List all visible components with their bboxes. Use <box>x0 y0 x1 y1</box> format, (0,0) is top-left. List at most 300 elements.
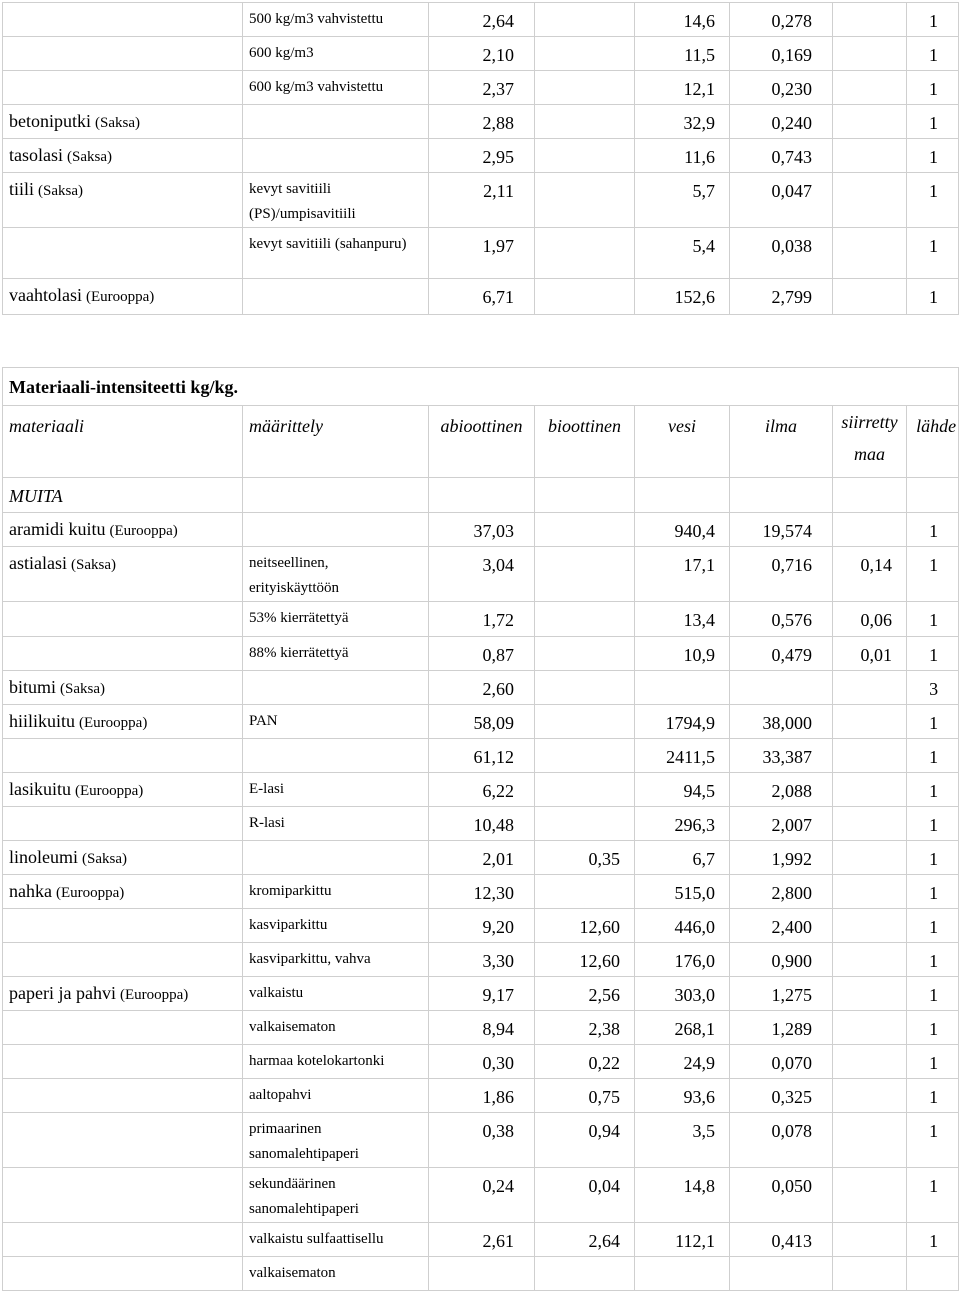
water-cell: 17,1 <box>635 547 730 602</box>
table-row <box>3 943 959 977</box>
air-cell: 0,070 <box>730 1045 833 1079</box>
biotic-cell <box>535 228 635 279</box>
air-cell: 0,479 <box>730 637 833 671</box>
header-row <box>3 406 959 478</box>
abiotic-cell: 10,48 <box>429 807 535 841</box>
material-origin: (Eurooppa) <box>75 783 144 799</box>
material-table-continuation <box>2 2 959 315</box>
material-name: betoniputki <box>9 111 91 131</box>
material-name: astialasi <box>9 553 67 573</box>
soil-cell <box>833 173 907 228</box>
source-cell: 1 <box>907 943 959 977</box>
material-cell <box>3 943 243 977</box>
material-cell <box>3 977 243 1011</box>
abiotic-cell: 9,17 <box>429 977 535 1011</box>
air-cell: 0,716 <box>730 547 833 602</box>
soil-cell: 0,01 <box>833 637 907 671</box>
header-soil-line2: maa <box>854 444 885 464</box>
definition-cell <box>243 139 429 173</box>
material-cell <box>3 513 243 547</box>
definition-cell: kasviparkittu, vahva <box>243 943 429 977</box>
table-row <box>3 1045 959 1079</box>
biotic-cell <box>535 1257 635 1291</box>
material-name: nahka <box>9 881 52 901</box>
material-origin: (Eurooppa) <box>109 523 178 539</box>
source-cell: 1 <box>907 807 959 841</box>
abiotic-cell: 2,95 <box>429 139 535 173</box>
definition-cell: valkaistu <box>243 977 429 1011</box>
material-origin: (Saksa) <box>70 557 116 573</box>
water-cell: 14,6 <box>635 3 730 37</box>
abiotic-cell: 0,38 <box>429 1113 535 1168</box>
water-cell: 11,6 <box>635 139 730 173</box>
source-cell <box>907 1257 959 1291</box>
soil-cell <box>833 1168 907 1223</box>
definition-cell <box>243 279 429 315</box>
abiotic-cell: 61,12 <box>429 739 535 773</box>
source-cell: 1 <box>907 1113 959 1168</box>
source-cell: 1 <box>907 705 959 739</box>
table-row <box>3 279 959 315</box>
abiotic-cell: 2,64 <box>429 3 535 37</box>
abiotic-cell: 6,71 <box>429 279 535 315</box>
air-cell: 2,400 <box>730 909 833 943</box>
biotic-cell <box>535 71 635 105</box>
air-cell: 2,800 <box>730 875 833 909</box>
table-row <box>3 547 959 602</box>
table-row <box>3 705 959 739</box>
water-cell: 2411,5 <box>635 739 730 773</box>
material-cell <box>3 773 243 807</box>
material-origin: (Saksa) <box>67 149 112 165</box>
abiotic-cell: 2,61 <box>429 1223 535 1257</box>
definition-cell: valkaistu sulfaattisellu <box>243 1223 429 1257</box>
water-cell: 176,0 <box>635 943 730 977</box>
water-cell: 152,6 <box>635 279 730 315</box>
material-cell <box>3 1011 243 1045</box>
soil-cell <box>833 105 907 139</box>
abiotic-cell: 37,03 <box>429 513 535 547</box>
material-name: aramidi kuitu <box>9 519 106 539</box>
biotic-cell <box>535 739 635 773</box>
biotic-cell: 12,60 <box>535 943 635 977</box>
material-cell <box>3 228 243 279</box>
header-soil <box>833 406 907 478</box>
air-cell: 0,325 <box>730 1079 833 1113</box>
water-cell: 6,7 <box>635 841 730 875</box>
definition-cell: primaarinen sanomalehtipaperi <box>243 1113 429 1168</box>
source-cell: 1 <box>907 71 959 105</box>
abiotic-cell: 2,10 <box>429 37 535 71</box>
table-row <box>3 739 959 773</box>
soil-cell <box>833 807 907 841</box>
material-cell <box>3 105 243 139</box>
material-cell <box>3 1223 243 1257</box>
material-name: lasikuitu <box>9 779 71 799</box>
definition-cell: kasviparkittu <box>243 909 429 943</box>
material-origin: (Saksa) <box>95 115 140 131</box>
biotic-cell: 0,04 <box>535 1168 635 1223</box>
source-cell: 1 <box>907 513 959 547</box>
table-row <box>3 1257 959 1291</box>
source-cell: 3 <box>907 671 959 705</box>
biotic-cell <box>535 173 635 228</box>
source-cell: 1 <box>907 739 959 773</box>
water-cell <box>635 1257 730 1291</box>
material-origin: (Eurooppa) <box>55 885 125 901</box>
abiotic-cell: 2,60 <box>429 671 535 705</box>
material-cell <box>3 1257 243 1291</box>
biotic-cell <box>535 3 635 37</box>
table-row <box>3 1223 959 1257</box>
water-cell: 296,3 <box>635 807 730 841</box>
air-cell: 0,169 <box>730 37 833 71</box>
definition-cell: 500 kg/m3 vahvistettu <box>243 3 429 37</box>
air-cell: 0,413 <box>730 1223 833 1257</box>
biotic-cell <box>535 807 635 841</box>
material-cell <box>3 671 243 705</box>
abiotic-cell: 2,88 <box>429 105 535 139</box>
soil-cell: 0,14 <box>833 547 907 602</box>
definition-cell: kevyt savitiili (sahanpuru) <box>243 228 429 279</box>
biotic-cell: 0,35 <box>535 841 635 875</box>
source-cell: 1 <box>907 139 959 173</box>
biotic-cell <box>535 513 635 547</box>
soil-cell <box>833 909 907 943</box>
soil-cell <box>833 228 907 279</box>
air-cell: 2,088 <box>730 773 833 807</box>
table-row <box>3 1011 959 1045</box>
air-cell: 0,047 <box>730 173 833 228</box>
water-cell: 268,1 <box>635 1011 730 1045</box>
definition-cell <box>243 513 429 547</box>
table-title: Materiaali-intensiteetti kg/kg. <box>3 368 959 406</box>
source-cell: 1 <box>907 1011 959 1045</box>
header-air: ilma <box>730 406 833 478</box>
water-cell <box>635 671 730 705</box>
water-cell: 24,9 <box>635 1045 730 1079</box>
biotic-cell: 2,56 <box>535 977 635 1011</box>
material-cell <box>3 1045 243 1079</box>
material-cell <box>3 807 243 841</box>
soil-cell <box>833 37 907 71</box>
definition-cell: E-lasi <box>243 773 429 807</box>
table-row <box>3 875 959 909</box>
soil-cell <box>833 279 907 315</box>
air-cell: 0,230 <box>730 71 833 105</box>
source-cell: 1 <box>907 909 959 943</box>
source-cell: 1 <box>907 875 959 909</box>
definition-cell: 600 kg/m3 vahvistettu <box>243 71 429 105</box>
material-cell <box>3 139 243 173</box>
header-abiotic: abioottinen <box>429 406 535 478</box>
soil-cell <box>833 3 907 37</box>
source-cell: 1 <box>907 977 959 1011</box>
material-cell <box>3 909 243 943</box>
water-cell: 1794,9 <box>635 705 730 739</box>
header-material: materiaali <box>3 406 243 478</box>
air-cell: 19,574 <box>730 513 833 547</box>
soil-cell <box>833 739 907 773</box>
air-cell: 0,050 <box>730 1168 833 1223</box>
source-cell: 1 <box>907 1168 959 1223</box>
source-cell: 1 <box>907 637 959 671</box>
biotic-cell: 2,38 <box>535 1011 635 1045</box>
soil-cell <box>833 943 907 977</box>
water-cell: 112,1 <box>635 1223 730 1257</box>
air-cell: 38,000 <box>730 705 833 739</box>
material-name: vaahtolasi <box>9 285 82 305</box>
biotic-cell: 2,64 <box>535 1223 635 1257</box>
biotic-cell <box>535 637 635 671</box>
soil-cell <box>833 1045 907 1079</box>
material-name: paperi ja pahvi <box>9 983 116 1003</box>
material-cell <box>3 279 243 315</box>
soil-cell <box>833 705 907 739</box>
biotic-cell: 0,75 <box>535 1079 635 1113</box>
soil-cell <box>833 1113 907 1168</box>
material-cell <box>3 71 243 105</box>
material-cell <box>3 1168 243 1223</box>
material-cell <box>3 705 243 739</box>
table-row <box>3 1168 959 1223</box>
abiotic-cell: 6,22 <box>429 773 535 807</box>
table-row <box>3 841 959 875</box>
air-cell: 0,278 <box>730 3 833 37</box>
biotic-cell <box>535 773 635 807</box>
source-cell: 1 <box>907 279 959 315</box>
definition-cell: valkaisematon <box>243 1257 429 1291</box>
soil-cell <box>833 1011 907 1045</box>
abiotic-cell: 2,37 <box>429 71 535 105</box>
material-origin: (Saksa) <box>82 851 127 867</box>
material-cell <box>3 547 243 602</box>
material-cell <box>3 1079 243 1113</box>
air-cell <box>730 1257 833 1291</box>
biotic-cell <box>535 279 635 315</box>
abiotic-cell: 0,87 <box>429 637 535 671</box>
table-row <box>3 1113 959 1168</box>
section-label: MUITA <box>3 478 243 513</box>
header-soil-line1: siirretty <box>841 412 898 432</box>
soil-cell <box>833 71 907 105</box>
table-row <box>3 977 959 1011</box>
water-cell: 94,5 <box>635 773 730 807</box>
material-cell <box>3 875 243 909</box>
source-cell: 1 <box>907 228 959 279</box>
air-cell: 2,007 <box>730 807 833 841</box>
definition-cell: sekundäärinen sanomalehtipaperi <box>243 1168 429 1223</box>
biotic-cell: 0,22 <box>535 1045 635 1079</box>
biotic-cell <box>535 705 635 739</box>
air-cell: 33,387 <box>730 739 833 773</box>
biotic-cell <box>535 105 635 139</box>
water-cell: 515,0 <box>635 875 730 909</box>
soil-cell <box>833 1079 907 1113</box>
material-origin: (Eurooppa) <box>79 715 148 731</box>
header-water: vesi <box>635 406 730 478</box>
material-name: hiilikuitu <box>9 711 76 731</box>
table-row <box>3 173 959 228</box>
air-cell: 0,576 <box>730 602 833 637</box>
definition-cell <box>243 739 429 773</box>
material-intensity-table <box>2 367 959 1291</box>
soil-cell: 0,06 <box>833 602 907 637</box>
biotic-cell <box>535 875 635 909</box>
material-name: tasolasi <box>9 145 63 165</box>
table-row <box>3 1079 959 1113</box>
abiotic-cell: 2,11 <box>429 173 535 228</box>
material-cell <box>3 3 243 37</box>
table-row <box>3 105 959 139</box>
material-cell <box>3 1113 243 1168</box>
biotic-cell <box>535 139 635 173</box>
air-cell: 0,038 <box>730 228 833 279</box>
definition-cell: kromiparkittu <box>243 875 429 909</box>
material-name: tiili <box>9 179 35 199</box>
material-cell <box>3 841 243 875</box>
definition-cell: 53% kierrätettyä <box>243 602 429 637</box>
material-name: bitumi <box>9 677 57 697</box>
biotic-cell: 0,94 <box>535 1113 635 1168</box>
table-row <box>3 671 959 705</box>
material-cell <box>3 637 243 671</box>
material-cell <box>3 602 243 637</box>
source-cell: 1 <box>907 3 959 37</box>
water-cell: 446,0 <box>635 909 730 943</box>
air-cell: 0,240 <box>730 105 833 139</box>
table-row <box>3 807 959 841</box>
air-cell: 1,275 <box>730 977 833 1011</box>
air-cell: 0,078 <box>730 1113 833 1168</box>
table-row <box>3 602 959 637</box>
header-definition: määrittely <box>243 406 429 478</box>
soil-cell <box>833 1223 907 1257</box>
definition-cell: kevyt savitiili (PS)/umpisavitiili <box>243 173 429 228</box>
abiotic-cell: 1,97 <box>429 228 535 279</box>
source-cell: 1 <box>907 173 959 228</box>
abiotic-cell: 3,04 <box>429 547 535 602</box>
definition-cell: 600 kg/m3 <box>243 37 429 71</box>
table-row <box>3 37 959 71</box>
source-cell: 1 <box>907 1223 959 1257</box>
material-origin: (Eurooppa) <box>85 289 155 305</box>
soil-cell <box>833 139 907 173</box>
air-cell: 1,289 <box>730 1011 833 1045</box>
source-cell: 1 <box>907 602 959 637</box>
material-origin: (Eurooppa) <box>119 987 189 1003</box>
source-cell: 1 <box>907 547 959 602</box>
material-cell <box>3 173 243 228</box>
soil-cell <box>833 1257 907 1291</box>
definition-cell: neitseellinen, erityiskäyttöön <box>243 547 429 602</box>
air-cell <box>730 671 833 705</box>
abiotic-cell: 0,24 <box>429 1168 535 1223</box>
soil-cell <box>833 875 907 909</box>
air-cell: 0,743 <box>730 139 833 173</box>
header-source: lähde <box>907 406 959 478</box>
table-row <box>3 909 959 943</box>
abiotic-cell: 3,30 <box>429 943 535 977</box>
table-row <box>3 139 959 173</box>
abiotic-cell: 1,72 <box>429 602 535 637</box>
water-cell: 5,7 <box>635 173 730 228</box>
soil-cell <box>833 671 907 705</box>
material-origin: (Saksa) <box>60 681 106 697</box>
material-origin: (Saksa) <box>38 183 84 199</box>
biotic-cell <box>535 671 635 705</box>
source-cell: 1 <box>907 37 959 71</box>
soil-cell <box>833 513 907 547</box>
source-cell: 1 <box>907 105 959 139</box>
table-row <box>3 513 959 547</box>
biotic-cell: 12,60 <box>535 909 635 943</box>
biotic-cell <box>535 547 635 602</box>
water-cell: 5,4 <box>635 228 730 279</box>
air-cell: 2,799 <box>730 279 833 315</box>
table-row <box>3 773 959 807</box>
definition-cell: aaltopahvi <box>243 1079 429 1113</box>
material-name: linoleumi <box>9 847 78 867</box>
air-cell: 1,992 <box>730 841 833 875</box>
definition-cell <box>243 841 429 875</box>
definition-cell: harmaa kotelokartonki <box>243 1045 429 1079</box>
water-cell: 13,4 <box>635 602 730 637</box>
biotic-cell <box>535 37 635 71</box>
definition-cell: R-lasi <box>243 807 429 841</box>
water-cell: 303,0 <box>635 977 730 1011</box>
water-cell: 3,5 <box>635 1113 730 1168</box>
abiotic-cell: 58,09 <box>429 705 535 739</box>
abiotic-cell: 9,20 <box>429 909 535 943</box>
table-row <box>3 637 959 671</box>
source-cell: 1 <box>907 773 959 807</box>
water-cell: 10,9 <box>635 637 730 671</box>
table-row <box>3 3 959 37</box>
soil-cell <box>833 773 907 807</box>
soil-cell <box>833 977 907 1011</box>
source-cell: 1 <box>907 841 959 875</box>
water-cell: 940,4 <box>635 513 730 547</box>
abiotic-cell: 1,86 <box>429 1079 535 1113</box>
air-cell: 0,900 <box>730 943 833 977</box>
soil-cell <box>833 841 907 875</box>
header-biotic: bioottinen <box>535 406 635 478</box>
material-cell <box>3 739 243 773</box>
water-cell: 11,5 <box>635 37 730 71</box>
abiotic-cell <box>429 1257 535 1291</box>
abiotic-cell: 8,94 <box>429 1011 535 1045</box>
material-cell <box>3 37 243 71</box>
water-cell: 12,1 <box>635 71 730 105</box>
source-cell: 1 <box>907 1079 959 1113</box>
water-cell: 32,9 <box>635 105 730 139</box>
definition-cell <box>243 105 429 139</box>
abiotic-cell: 0,30 <box>429 1045 535 1079</box>
water-cell: 93,6 <box>635 1079 730 1113</box>
definition-cell <box>243 671 429 705</box>
abiotic-cell: 12,30 <box>429 875 535 909</box>
biotic-cell <box>535 602 635 637</box>
table-row <box>3 71 959 105</box>
abiotic-cell: 2,01 <box>429 841 535 875</box>
definition-cell: 88% kierrätettyä <box>243 637 429 671</box>
water-cell: 14,8 <box>635 1168 730 1223</box>
definition-cell: valkaisematon <box>243 1011 429 1045</box>
table-row <box>3 228 959 279</box>
source-cell: 1 <box>907 1045 959 1079</box>
definition-cell: PAN <box>243 705 429 739</box>
